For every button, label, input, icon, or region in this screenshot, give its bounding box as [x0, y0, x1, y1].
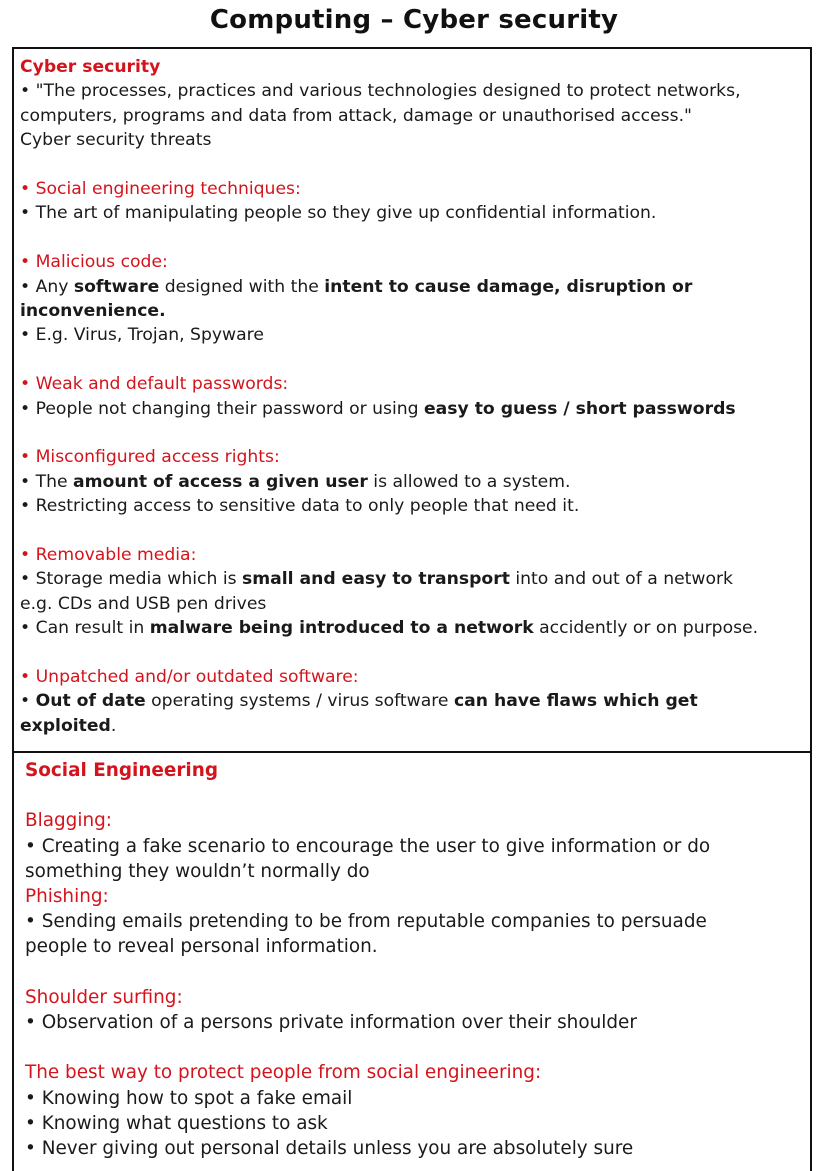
threat-text: exploited.: [20, 715, 117, 736]
threat-text: inconvenience.: [20, 301, 166, 322]
spacer: [20, 421, 810, 445]
phishing-title: Phishing:: [25, 886, 109, 907]
definition-text: computers, programs and data from attack, damage or unauthorised access.": [20, 105, 692, 126]
threat-title-access: • Misconfigured access rights:: [20, 447, 280, 468]
spacer: [25, 783, 810, 808]
protection-title: The best way to protect people from social engineering:: [25, 1062, 542, 1084]
spacer: [25, 1035, 810, 1060]
social-engineering-section: [12, 751, 812, 1171]
threat-text: • Any software designed with the intent to cause damage, disruption or: [20, 276, 693, 297]
threat-text: • E.g. Virus, Trojan, Spyware: [20, 325, 264, 346]
threat-text: • Out of date operating systems / virus software can have flaws which get: [20, 691, 698, 712]
protection-item: • Knowing what questions to ask: [25, 1112, 328, 1134]
threat-title-passwords: • Weak and default passwords:: [20, 374, 289, 395]
threat-text: • Can result in malware being introduced to a network accidently or on purpose.: [20, 618, 759, 639]
shoulder-surfing-text: • Observation of a persons private information over their shoulder: [25, 1012, 637, 1033]
page-title: Computing – Cyber security: [209, 5, 619, 35]
threat-title-social: • Social engineering techniques:: [20, 179, 301, 200]
threat-text: • The amount of access a given user is allowed to a system.: [20, 471, 571, 492]
spacer: [20, 348, 810, 372]
threat-title-removable: • Removable media:: [20, 545, 197, 566]
blagging-text: something they wouldn’t normally do: [25, 860, 370, 882]
threats-subheading: Cyber security threats: [20, 130, 212, 151]
phishing-text: • Sending emails pretending to be from reputable companies to persuade: [25, 911, 707, 933]
threat-title-malicious: • Malicious code:: [20, 252, 168, 273]
blagging-title: Blagging:: [25, 810, 112, 832]
shoulder-surfing-title: Shoulder surfing:: [25, 986, 183, 1008]
section-heading: Cyber security: [20, 57, 161, 77]
cyber-security-section: [12, 47, 812, 753]
threat-title-unpatched: • Unpatched and/or outdated software:: [20, 667, 359, 688]
threat-text: • People not changing their password or using easy to guess / short passwords: [20, 398, 736, 419]
protection-item: • Knowing how to spot a fake email: [25, 1087, 353, 1109]
definition-text: • "The processes, practices and various technologies designed to protect networks,: [20, 81, 741, 102]
threat-text: • Storage media which is small and easy to transport into and out of a network: [20, 569, 734, 590]
threat-text: e.g. CDs and USB pen drives: [20, 593, 267, 614]
protection-item: • Never giving out personal details unless you are absolutely sure: [25, 1138, 634, 1159]
section-heading: Social Engineering: [25, 760, 218, 781]
threat-text: • Restricting access to sensitive data to only people that need it.: [20, 496, 580, 517]
spacer: [20, 153, 810, 177]
spacer: [25, 960, 810, 985]
threat-text: • The art of manipulating people so they give up confidential information.: [20, 203, 657, 224]
spacer: [20, 641, 810, 665]
spacer: [20, 226, 810, 250]
blagging-text: • Creating a fake scenario to encourage the user to give information or do: [25, 835, 711, 857]
spacer: [20, 519, 810, 543]
phishing-text: people to reveal personal information.: [25, 936, 378, 958]
